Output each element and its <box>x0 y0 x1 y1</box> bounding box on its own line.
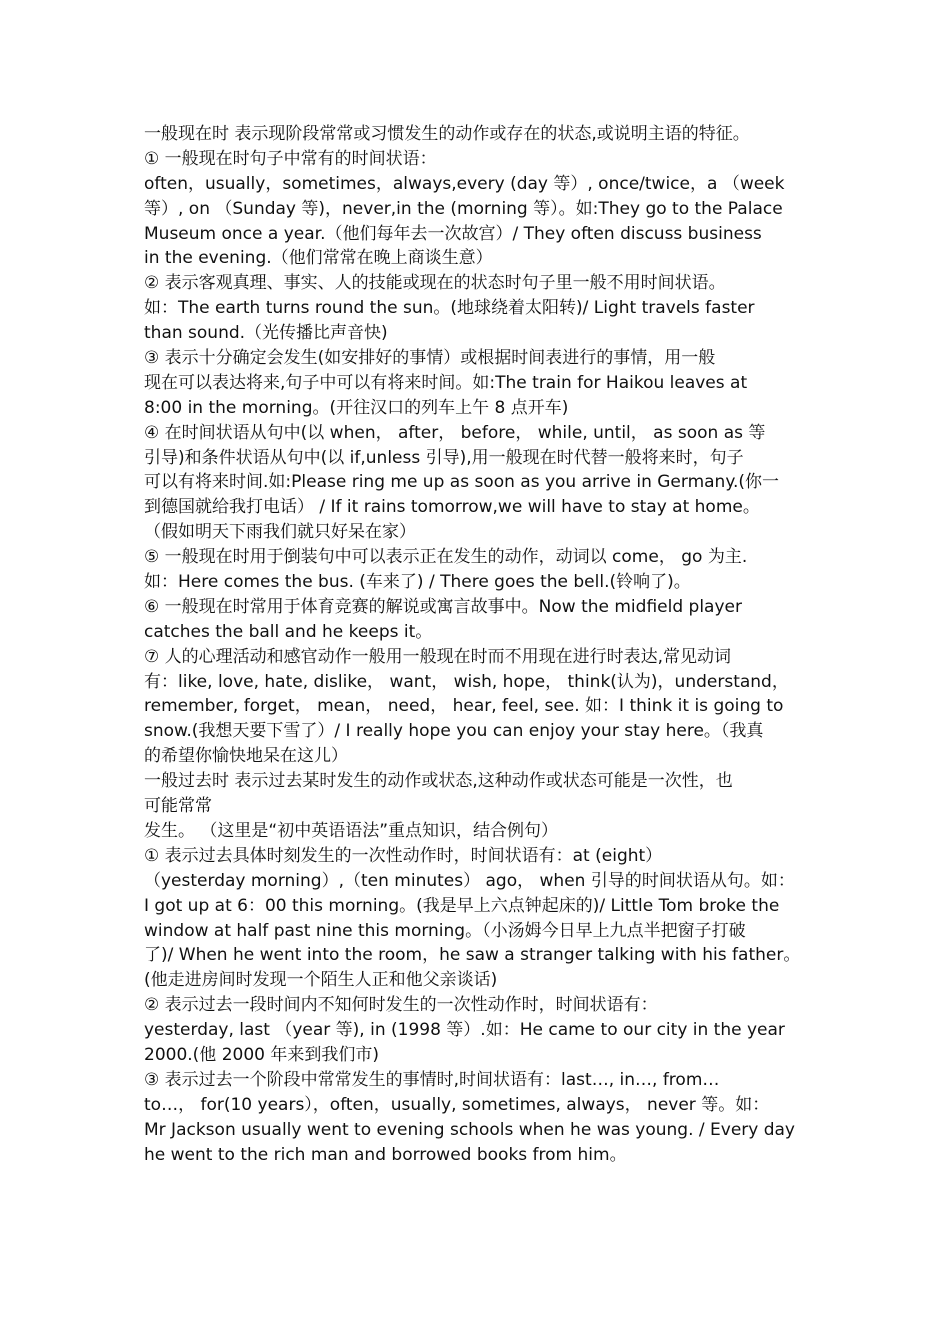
text-line: 到德国就给我打电话） / If it rains tomorrow,we will have to stay at home。 <box>144 497 760 518</box>
text-line: ① 一般现在时句子中常有的时间状语： <box>144 148 437 169</box>
text-line: often，usually，sometimes，always,every (day 等）, once/twice，a （week <box>144 173 785 194</box>
text-line: 有：like, love, hate, dislike， want， wish, hope， think(认为)，understand， <box>144 671 789 692</box>
text-line: catches the ball and he keeps it。 <box>144 621 433 642</box>
text-line: 一般过去时 表示过去某时发生的动作或状态,这种动作或状态可能是一次性，也 <box>144 771 733 792</box>
text-line: ④ 在时间状语从句中(以 when， after， before， while, until， as soon as 等 <box>144 422 766 443</box>
text-line: ② 表示客观真理、事实、人的技能或现在的状态时句子里一般不用时间状语。 <box>144 273 726 294</box>
text-line: ② 表示过去一段时间内不知何时发生的一次性动作时，时间状语有： <box>144 995 658 1016</box>
text-line: window at half past nine this morning。（小汤姆今日早上九点半把窗子打破 <box>144 920 746 941</box>
document-body <box>144 122 834 1167</box>
text-line: 如：The earth turns round the sun。(地球绕着太阳转)/ Light travels faster <box>144 298 755 319</box>
text-line: 可以有将来时间.如:Please ring me up as soon as you arrive in Germany.(你一 <box>144 472 780 493</box>
text-line: he went to the rich man and borrowed books from him。 <box>144 1144 627 1165</box>
text-line: than sound.（光传播比声音快) <box>144 323 388 344</box>
text-line: 现在可以表达将来,句子中可以有将来时间。如:The train for Haikou leaves at <box>144 372 748 393</box>
text-line: （yesterday morning）,（ten minutes） ago， when 引导的时间状语从句。如： <box>144 870 795 891</box>
text-line: 的希望你愉快地呆在这儿） <box>144 746 348 767</box>
text-line: ③ 表示过去一个阶段中常常发生的事情时,时间状语有：last…, in…, from… <box>144 1069 720 1090</box>
text-line: to…， for(10 years），often，usually, sometimes, always， never 等。如： <box>144 1094 770 1115</box>
text-line: ⑦ 人的心理活动和感官动作一般用一般现在时而不用现在进行时表达,常见动词 <box>144 646 732 667</box>
text-line: ③ 表示十分确定会发生(如安排好的事情）或根据时间表进行的事情，用一般 <box>144 348 716 369</box>
text-line: yesterday, last （year 等), in (1998 等）.如：He came to our city in the year <box>144 1020 785 1041</box>
text-line: snow.(我想天要下雪了）/ I really hope you can enjoy your stay here。（我真 <box>144 721 764 742</box>
text-line: 如：Here comes the bus. (车来了) / There goes the bell.(铃响了)。 <box>144 572 691 593</box>
text-line: 发生。 （这里是“初中英语语法”重点知识，结合例句） <box>144 820 559 841</box>
text-line: ⑥ 一般现在时常用于体育竞赛的解说或寓言故事中。Now the midfield player <box>144 596 742 617</box>
text-line: 可能常常 <box>144 796 212 817</box>
text-line: 2000.(他 2000 年来到我们市) <box>144 1044 380 1065</box>
text-line: Museum once a year.（他们每年去一次故宫）/ They often discuss business <box>144 223 762 244</box>
text-line: ① 表示过去具体时刻发生的一次性动作时，时间状语有：at (eight） <box>144 845 663 866</box>
text-line: 了)/ When he went into the room，he saw a stranger talking with his father。 <box>144 945 801 966</box>
text-line: ⑤ 一般现在时用于倒装句中可以表示正在发生的动作，动词以 come， go 为主. <box>144 547 748 568</box>
text-line: Mr Jackson usually went to evening schools when he was young. / Every day <box>144 1119 795 1140</box>
text-line: (他走进房间时发现一个陌生人正和他父亲谈话) <box>144 970 498 991</box>
text-line: remember, forget， mean， need， hear, feel, see. 如：I think it is going to <box>144 696 784 717</box>
text-line: （假如明天下雨我们就只好呆在家） <box>144 522 416 543</box>
text-line: in the evening.（他们常常在晚上商谈生意） <box>144 248 493 269</box>
text-line: 一般现在时 表示现阶段常常或习惯发生的动作或存在的状态,或说明主语的特征。 <box>144 124 750 144</box>
text-line: 等）, on （Sunday 等)，never,in the (morning 等）。如:They go to the Palace <box>144 198 783 219</box>
text-line: 引导)和条件状语从句中(以 if,unless 引导),用一般现在时代替一般将来时，句子 <box>144 447 744 468</box>
text-line: 8:00 in the morning。(开往汉口的列车上午 8 点开车) <box>144 397 569 418</box>
text-line: I got up at 6：00 this morning。(我是早上六点钟起床的)/ Little Tom broke the <box>144 895 780 916</box>
